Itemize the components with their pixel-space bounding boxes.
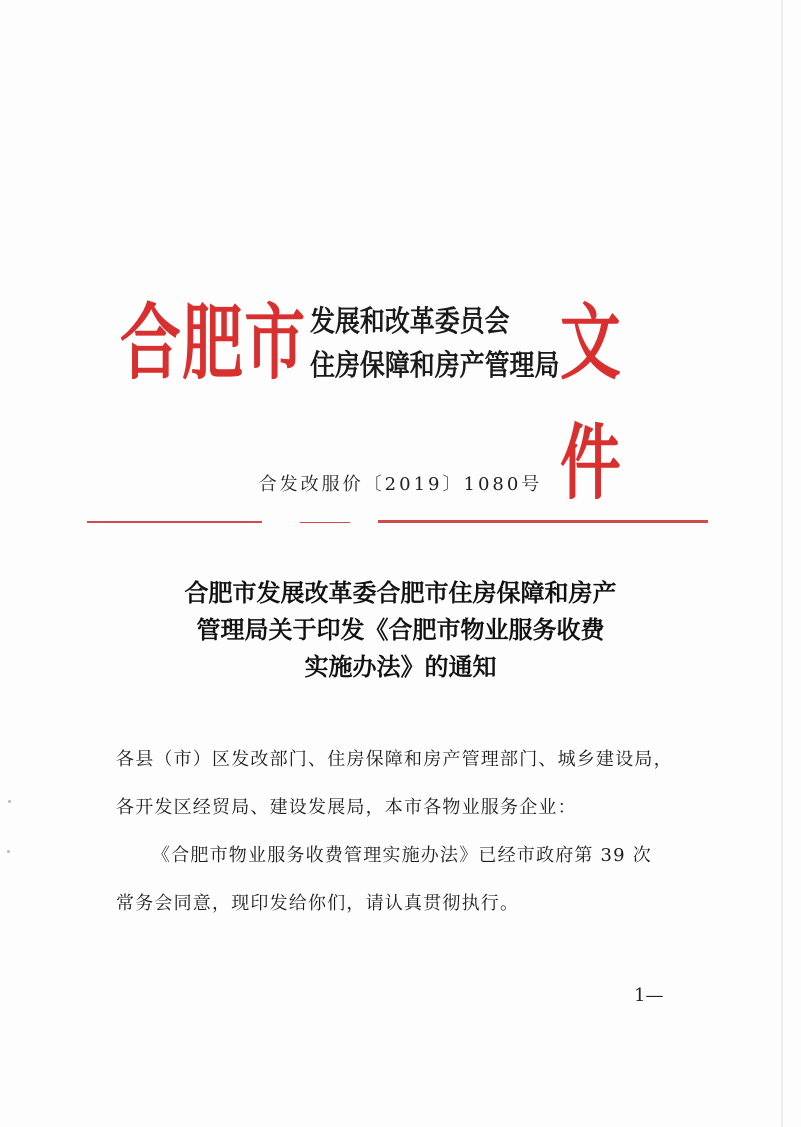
body-paragraph-line-1: 《合肥市物业服务收费管理实施办法》已经市政府第 39 次: [152, 845, 652, 866]
red-rule-segment: [378, 520, 708, 523]
masthead-org-line2: 住房保障和房产管理局: [310, 348, 560, 382]
document-body: [116, 736, 696, 928]
masthead-city: 合肥市: [120, 295, 307, 391]
scan-speck: [8, 800, 11, 803]
document-number: 合发改服价〔2019〕1080号: [258, 474, 543, 495]
scan-edge: [781, 0, 783, 1127]
scan-speck: [7, 850, 10, 853]
recipients-line-2: 各开发区经贸局、建设发展局，本市各物业服务企业：: [116, 797, 577, 818]
body-paragraph-line-2: 常务会同意，现印发给你们，请认真贯彻执行。: [116, 893, 520, 914]
title-line-2: 管理局关于印发《合肥市物业服务收费: [196, 616, 605, 644]
red-rule-segment: [300, 522, 350, 523]
masthead-org-line1: 发展和改革委员会: [310, 304, 510, 338]
masthead-document-word: 文件: [560, 295, 623, 511]
document-title: [0, 575, 801, 686]
page-number: 1—: [634, 985, 664, 1006]
title-line-3: 实施办法》的通知: [304, 653, 497, 681]
red-rule-segment: [87, 521, 262, 523]
masthead-organizations: [310, 299, 570, 387]
recipients-line-1: 各县（市）区发改部门、住房保障和房产管理部门、城乡建设局，: [116, 749, 673, 770]
title-line-1: 合肥市发展改革委合肥市住房保障和房产: [184, 579, 617, 607]
